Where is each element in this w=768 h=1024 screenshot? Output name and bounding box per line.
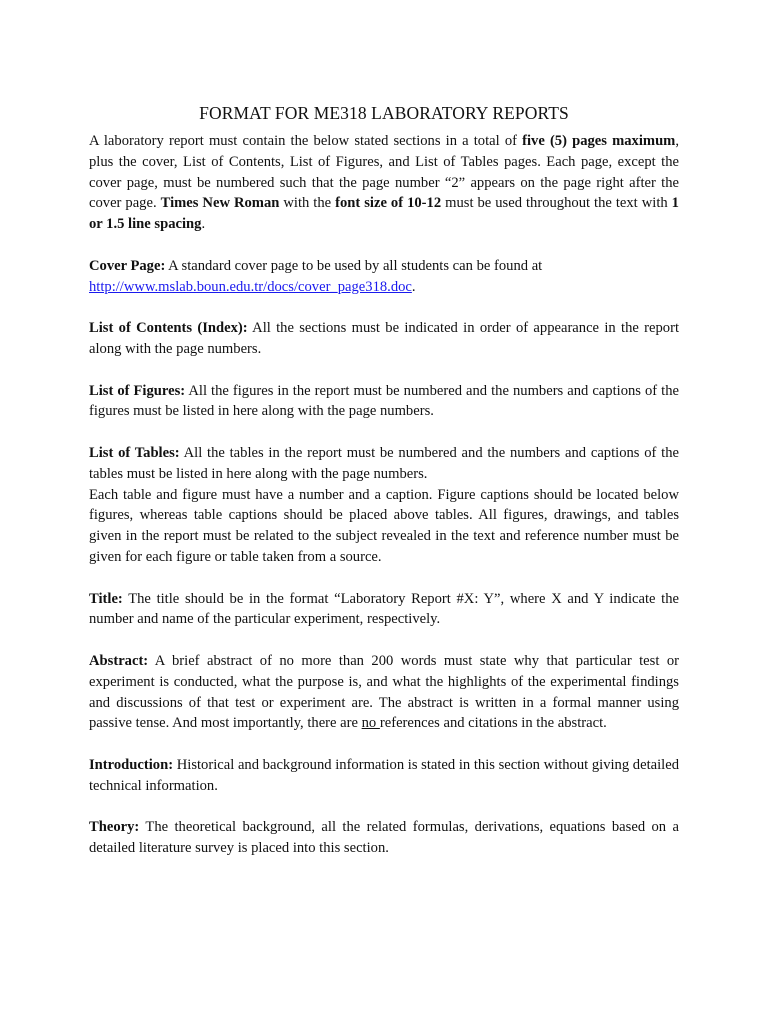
title-section-label: Title: [89,590,123,607]
abstract-paragraph [89,651,679,734]
abstract-text-2: references and citations in the abstract. [379,715,607,732]
title-section-paragraph [89,589,679,631]
introduction-paragraph [89,755,679,797]
intro-paragraph [89,131,679,235]
theory-label: Theory: [89,819,140,836]
document-page [89,102,679,859]
title-section-text: The title should be in the format “Laboratory Report #X: Y”, where X and Y indicate the number and name of the particular experiment, respectively. [89,590,679,628]
abstract-label: Abstract: [89,652,149,669]
introduction-label: Introduction: [89,756,174,773]
cover-page-label: Cover Page: [89,257,166,274]
introduction-text: Historical and background information is stated in this section without giving detailed technical information. [89,756,679,794]
intro-text-2: , plus the cover, List of Contents, List of Figures, and List of Tables pages. Each page, except the cover page, must be numbered such that the page number “2” appears on the page right after the cover page. [89,133,679,212]
document-title: FORMAT FOR ME318 LABORATORY REPORTS [199,103,569,123]
list-of-figures-label: List of Figures: [89,382,186,399]
list-of-contents-paragraph [89,318,679,360]
list-of-contents-text: All the sections must be indicated in order of appearance in the report along with the page numbers. [89,320,679,357]
intro-text-5: . [201,216,206,233]
cover-page-link[interactable]: http://www.mslab.boun.edu.tr/docs/cover_page318.doc [89,278,412,295]
intro-text-4: must be used throughout the text with [441,195,672,212]
theory-paragraph [89,817,679,859]
intro-bold-font: Times New Roman [160,195,280,212]
list-of-tables-label: List of Tables: [89,444,180,461]
cover-page-paragraph [89,256,679,298]
intro-text-3: with the [279,195,336,212]
intro-bold-size: font size of 10-12 [335,195,442,212]
list-of-figures-text: All the figures in the report must be numbered and the numbers and captions of the figures must be listed in here along with the page numbers. [89,382,679,420]
intro-bold-pages: five (5) pages maximum [522,133,676,149]
intro-bold-spacing: 1 or 1.5 line spacing [89,195,679,233]
tables-figures-captions-paragraph: Each table and figure must have a number and a caption. Figure captions should be located below figures, whereas table captions should be placed above tables. All figures, drawings, and tables given in the report must be related to the subject revealed in the text and reference number must be given for each figure or table taken from a source. [89,486,679,565]
list-of-tables-text: All the tables in the report must be numbered and the numbers and captions of the tables must be listed in here along with the page numbers. [89,444,679,482]
list-of-tables-paragraph [89,443,679,485]
list-of-contents-label: List of Contents (Index): [89,320,248,337]
abstract-text-1: A brief abstract of no more than 200 words must state why that particular test or experiment is conducted, what the purpose is, and what the highlights of the experimental findings and discussions of that test or experiment are. The abstract is written in a formal manner using passive tense. And most importantly, there are [89,652,679,732]
theory-text: The theoretical background, all the related formulas, derivations, equations based on a detailed literature survey is placed into this section. [89,819,679,857]
cover-page-text: A standard cover page to be used by all students can be found at [165,257,543,274]
intro-text-1: A laboratory report must contain the below stated sections in a total of [89,133,523,149]
list-of-figures-paragraph [89,381,679,423]
abstract-underlined-no: no [361,715,380,732]
cover-page-end: . [411,278,416,295]
